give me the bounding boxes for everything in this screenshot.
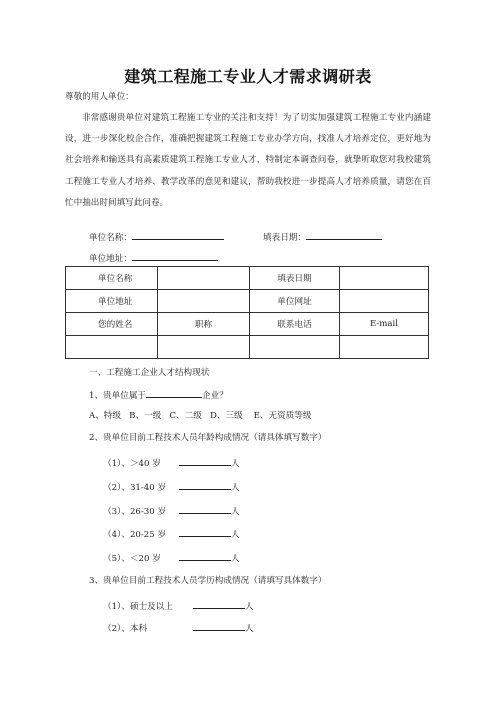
age-count-blank[interactable] — [179, 504, 231, 514]
table-input-cell[interactable] — [340, 290, 429, 313]
table-row — [66, 290, 429, 313]
unit-name-field[interactable] — [89, 230, 224, 244]
table-row — [66, 313, 429, 336]
age-item-4 — [103, 527, 240, 541]
table-cell: E-mail — [340, 313, 429, 336]
table-input-cell[interactable] — [66, 336, 158, 359]
document-title: 建筑工程施工专业人才需求调研表 — [124, 67, 372, 86]
unit-text: 人 — [245, 624, 254, 634]
education-count-blank[interactable] — [193, 621, 245, 631]
unit-text: 人 — [245, 602, 254, 612]
question-3: 3、贵单位目前工程技术人员学历构成情况（请填写具体数字） — [89, 576, 327, 586]
question-1 — [89, 388, 228, 402]
question-1-suffix: 企业？ — [202, 391, 228, 401]
age-item-label: （3）、26-30 岁 — [103, 507, 167, 517]
age-item-label: （5）、＜20 岁 — [103, 554, 161, 564]
age-count-blank[interactable] — [179, 551, 231, 561]
age-count-blank[interactable] — [179, 527, 231, 537]
fill-date-label: 填表日期： — [263, 233, 306, 243]
unit-address-field[interactable] — [89, 251, 218, 265]
table-cell: 单位名称 — [66, 267, 158, 290]
age-count-blank[interactable] — [179, 456, 231, 466]
section-heading: 一、工程施工企业人才结构现状 — [89, 368, 210, 378]
table-cell: 填表日期 — [250, 267, 340, 290]
age-item-3 — [103, 504, 240, 518]
education-item-2 — [103, 621, 254, 635]
enterprise-level-blank[interactable] — [146, 388, 202, 398]
table-input-cell[interactable] — [158, 336, 250, 359]
intro-paragraph: 非常感谢贵单位对建筑工程施工专业的关注和支持！为了切实加强建筑工程施工专业内涵建设，进一步深化校企合作，准确把握建筑工程施工专业办学方向，找准人才培养定位，更好地为社会培养和输送具有高素质建筑工程施工专业人才，特制定本调查问卷，就挚听取您对我校建筑工程施工专业人才培养、教学改革的意见和建议，帮助我校进一步提高人才培养质量，请您在百忙中抽出时间填写此问卷。 — [65, 113, 431, 208]
table-input-cell[interactable] — [250, 336, 340, 359]
fill-date-field[interactable] — [263, 230, 382, 244]
unit-address-label: 单位地址： — [89, 254, 132, 264]
unit-info-table — [65, 266, 429, 359]
table-cell: 联系电话 — [250, 313, 340, 336]
table-input-cell[interactable] — [158, 267, 250, 290]
age-item-label: （4）、20-25 岁 — [103, 530, 167, 540]
table-input-cell[interactable] — [340, 267, 429, 290]
age-item-label: （2）、31-40 岁 — [103, 483, 167, 493]
age-item-label: （1）、＞40 岁 — [103, 459, 161, 469]
table-row — [66, 336, 429, 359]
age-item-2 — [103, 480, 240, 494]
unit-name-label: 单位名称： — [89, 233, 132, 243]
age-item-1 — [103, 456, 240, 470]
table-input-cell[interactable] — [158, 290, 250, 313]
salutation: 尊敬的用人单位： — [65, 92, 134, 102]
table-cell: 职称 — [158, 313, 250, 336]
table-cell: 单位网址 — [250, 290, 340, 313]
unit-text: 人 — [231, 459, 240, 469]
unit-address-blank[interactable] — [132, 251, 218, 261]
education-item-label: （2）、本科 — [103, 624, 148, 634]
unit-text: 人 — [231, 530, 240, 540]
question-1-options: A、特级 B、一级 C、二级 D、三级 E、无资质等级 — [89, 411, 312, 421]
table-cell: 您的姓名 — [66, 313, 158, 336]
education-item-1 — [103, 599, 254, 613]
unit-text: 人 — [231, 507, 240, 517]
table-input-cell[interactable] — [340, 336, 429, 359]
age-count-blank[interactable] — [179, 480, 231, 490]
fill-date-blank[interactable] — [306, 230, 382, 240]
unit-name-blank[interactable] — [132, 230, 224, 240]
education-item-label: （1）、硕士及以上 — [103, 602, 173, 612]
question-2: 2、贵单位目前工程技术人员年龄构成情况（请具体填写数字） — [89, 433, 327, 443]
question-1-prefix: 1、贵单位属于 — [89, 391, 147, 401]
table-cell: 单位地址 — [66, 290, 158, 313]
table-row — [66, 267, 429, 290]
education-count-blank[interactable] — [193, 599, 245, 609]
age-item-5 — [103, 551, 240, 565]
unit-text: 人 — [231, 483, 240, 493]
unit-text: 人 — [231, 554, 240, 564]
